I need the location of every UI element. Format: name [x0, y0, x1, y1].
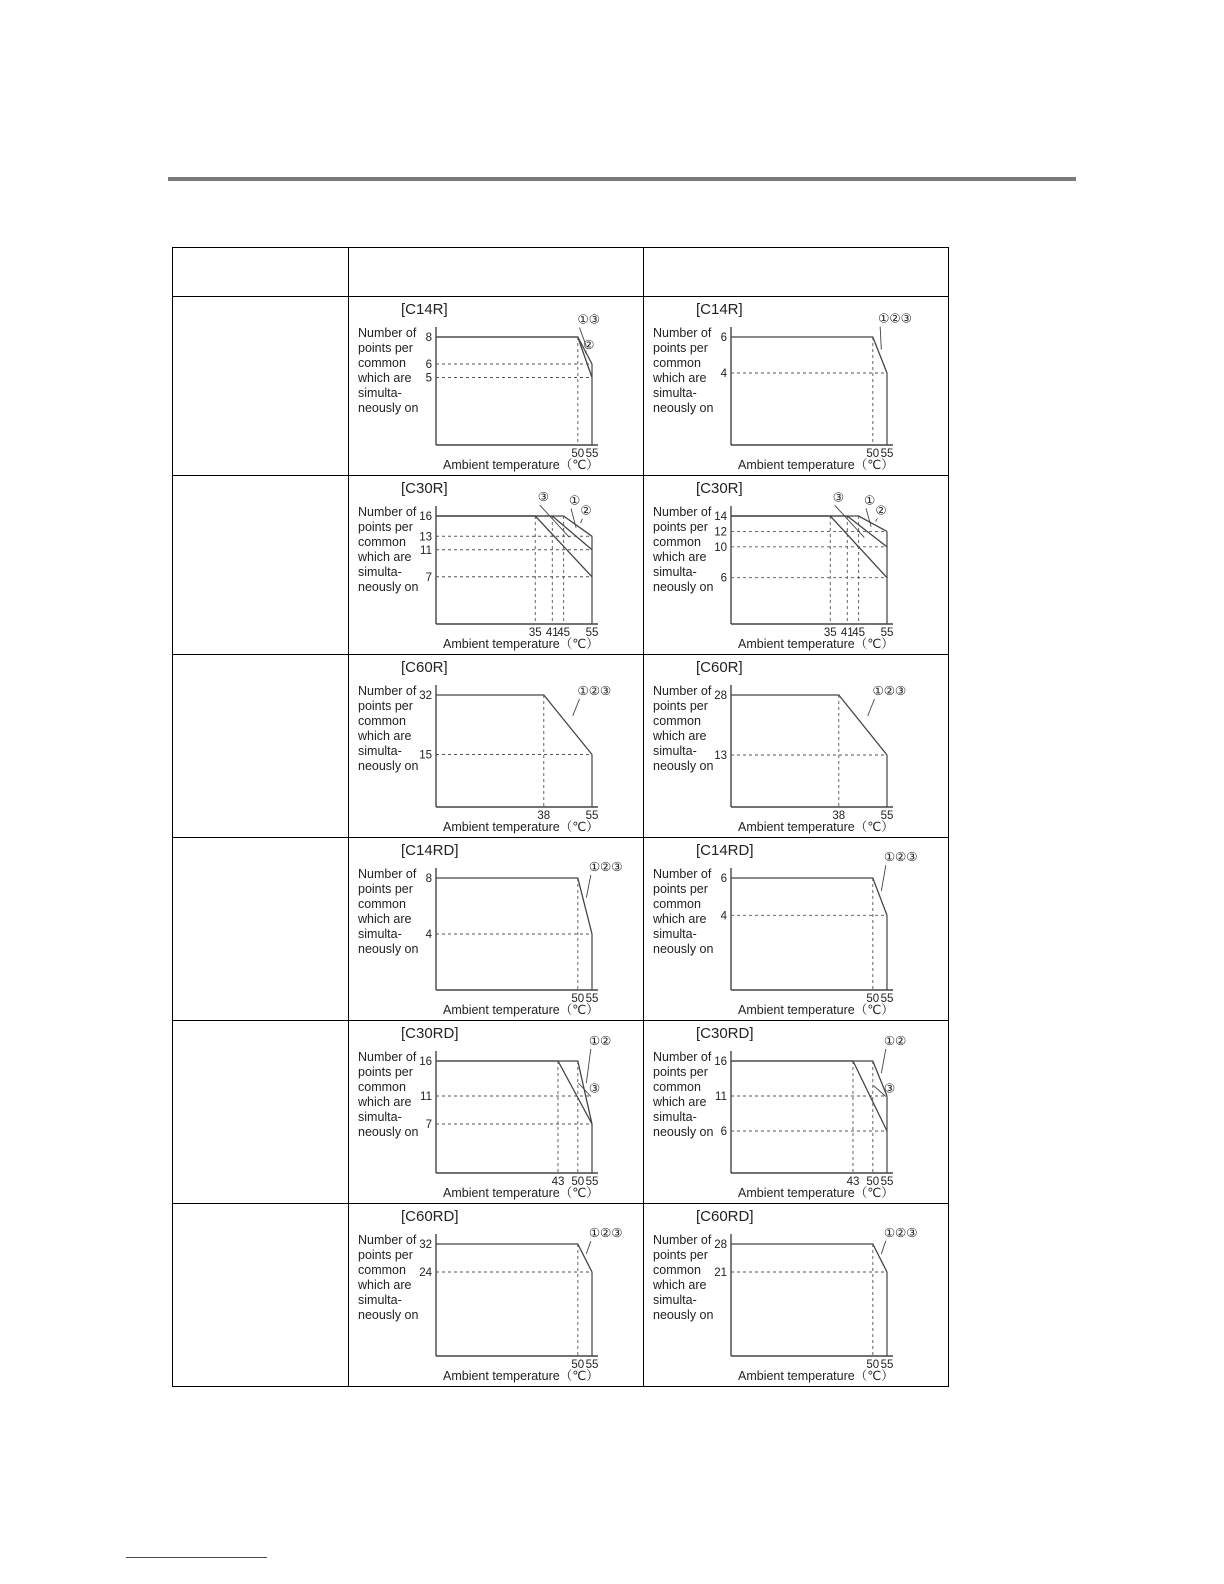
- table-row: [173, 297, 949, 476]
- y-axis-label-line: which are: [358, 1095, 412, 1109]
- series-leader-line: [573, 699, 580, 716]
- series-line: [731, 695, 887, 755]
- y-axis-label-line: Number of: [358, 867, 417, 881]
- x-tick-label: 50: [571, 448, 585, 460]
- series-line: [731, 1061, 887, 1096]
- series-label: ②: [875, 503, 887, 518]
- y-axis-label-line: which are: [653, 550, 707, 564]
- x-axis-label: Ambient temperature（℃）: [443, 637, 599, 651]
- series-line: [436, 516, 592, 577]
- y-axis-label-line: points per: [653, 520, 708, 534]
- y-axis-label-line: neously on: [653, 759, 714, 773]
- series-label: ①②③: [883, 850, 918, 865]
- y-axis-label-line: points per: [653, 341, 708, 355]
- y-axis-label-line: neously on: [653, 580, 714, 594]
- y-tick-label: 15: [419, 749, 432, 762]
- header-cell-condition-b: [644, 248, 949, 297]
- y-axis-label-line: which are: [653, 729, 707, 743]
- chart-title: [C30RD]: [401, 1025, 459, 1042]
- model-cell: [173, 1204, 349, 1387]
- y-axis-label-line: points per: [358, 882, 413, 896]
- y-axis-label-line: points per: [653, 882, 708, 896]
- x-tick-label: 35: [823, 627, 837, 639]
- y-tick-label: 10: [714, 541, 727, 554]
- y-axis-label-line: points per: [358, 520, 413, 534]
- y-tick-label: 7: [425, 1119, 432, 1131]
- series-label: ①②: [883, 1033, 907, 1048]
- x-tick-label: 55: [880, 627, 894, 639]
- chart-title: [C30R]: [696, 480, 743, 497]
- series-label: ①②③: [588, 860, 623, 874]
- x-tick-label: 55: [585, 448, 599, 460]
- series-line: [731, 878, 887, 915]
- derating-chart: [349, 1021, 643, 1203]
- series-leader-line: [868, 699, 875, 716]
- header-cell-model: [173, 248, 349, 297]
- series-label: ③: [883, 1081, 896, 1096]
- series-label: ①②③: [872, 684, 907, 698]
- chart-cell: [349, 1021, 644, 1204]
- model-cell: [173, 838, 349, 1021]
- y-axis-label-line: simulta-: [653, 927, 697, 941]
- y-axis-label-line: which are: [653, 1278, 707, 1292]
- chart-title: [C30RD]: [696, 1025, 754, 1042]
- y-axis-label-line: which are: [653, 371, 707, 385]
- series-label: ①②: [588, 1033, 612, 1048]
- series-leader-line: [581, 519, 583, 523]
- y-axis-label-line: Number of: [358, 1050, 417, 1064]
- chart-cell: [644, 838, 949, 1021]
- x-tick-label: 45: [852, 627, 866, 639]
- series-line: [436, 878, 592, 934]
- table-row: [173, 1021, 949, 1204]
- x-axis-label: Ambient temperature（℃）: [443, 458, 599, 472]
- series-label: ③: [832, 490, 845, 505]
- y-axis-label-line: which are: [653, 912, 707, 926]
- footer-link-underline[interactable]: [126, 1557, 267, 1558]
- x-axis-label: Ambient temperature（℃）: [738, 637, 894, 651]
- series-label: ②: [583, 338, 595, 353]
- y-axis-label-line: simulta-: [653, 1110, 697, 1124]
- y-axis-label-line: points per: [653, 1248, 708, 1262]
- chart-title: [C14RD]: [696, 842, 754, 859]
- y-axis-label-line: simulta-: [653, 1293, 697, 1307]
- header-cell-condition-a: [349, 248, 644, 297]
- y-axis-label-line: common: [653, 1263, 701, 1277]
- y-axis-label-line: simulta-: [358, 927, 402, 941]
- y-tick-label: 4: [720, 368, 727, 380]
- derating-table: [172, 247, 949, 1387]
- series-leader-line: [881, 1241, 886, 1254]
- y-axis-label-line: which are: [358, 371, 412, 385]
- y-axis-label-line: common: [653, 897, 701, 911]
- x-axis-label: Ambient temperature（℃）: [443, 820, 599, 834]
- series-label: ①②③: [878, 311, 912, 326]
- derating-chart: [349, 838, 643, 1020]
- table-row: [173, 1204, 949, 1387]
- y-axis-label-line: common: [358, 1080, 406, 1094]
- y-axis-label-line: common: [358, 356, 406, 370]
- y-tick-label: 11: [420, 544, 432, 557]
- y-axis-label-line: Number of: [653, 684, 712, 698]
- y-axis-label-line: simulta-: [653, 386, 697, 400]
- y-axis-label-line: common: [358, 714, 406, 728]
- y-tick-label: 12: [714, 526, 727, 539]
- y-tick-label: 8: [425, 332, 432, 344]
- chart-title: [C14RD]: [401, 842, 459, 859]
- derating-chart: [349, 655, 643, 837]
- y-axis-label-line: points per: [653, 1065, 708, 1079]
- table-row: [173, 476, 949, 655]
- series-label: ③: [537, 490, 550, 505]
- x-tick-label: 50: [571, 1176, 585, 1188]
- x-tick-label: 55: [585, 1176, 599, 1188]
- x-tick-label: 50: [866, 448, 880, 460]
- x-axis-label: Ambient temperature（℃）: [738, 1186, 894, 1200]
- derating-chart: [349, 1204, 643, 1386]
- x-axis-label: Ambient temperature（℃）: [443, 1369, 599, 1383]
- x-tick-label: 41: [545, 627, 559, 639]
- series-leader-line: [881, 1049, 886, 1073]
- chart-title: [C60RD]: [696, 1208, 754, 1225]
- y-axis-label-line: common: [358, 535, 406, 549]
- derating-chart: [644, 838, 948, 1020]
- series-label: ①②③: [577, 684, 612, 698]
- x-tick-label: 41: [840, 627, 854, 639]
- x-tick-label: 55: [880, 1359, 894, 1371]
- chart-cell: [349, 476, 644, 655]
- series-line: [436, 337, 595, 378]
- y-tick-label: 14: [714, 511, 727, 523]
- y-axis-label-line: Number of: [358, 1233, 417, 1247]
- y-tick-label: 28: [714, 690, 727, 702]
- y-axis-label-line: simulta-: [358, 1110, 402, 1124]
- chart-cell: [644, 1204, 949, 1387]
- y-tick-label: 13: [714, 750, 727, 762]
- series-label: ①②③: [588, 1226, 623, 1240]
- y-axis-label-line: neously on: [653, 1308, 714, 1322]
- y-axis-label-line: Number of: [358, 326, 417, 340]
- series-label: ②: [580, 503, 592, 518]
- y-tick-label: 6: [720, 1126, 727, 1138]
- y-axis-label-line: common: [653, 535, 701, 549]
- series-leader-line: [586, 875, 591, 898]
- y-axis-label-line: Number of: [653, 1233, 712, 1247]
- chart-cell: [349, 655, 644, 838]
- y-tick-label: 4: [425, 929, 432, 941]
- y-axis-label-line: Number of: [653, 326, 712, 340]
- y-axis-label-line: which are: [358, 550, 412, 564]
- x-tick-label: 43: [846, 1176, 860, 1188]
- series-label: ①③: [577, 312, 600, 327]
- y-tick-label: 16: [419, 511, 432, 523]
- x-tick-label: 50: [571, 993, 585, 1005]
- series-label: ③: [588, 1081, 601, 1096]
- series-leader-line: [876, 518, 878, 521]
- model-cell: [173, 655, 349, 838]
- x-axis-label: Ambient temperature（℃）: [443, 1186, 599, 1200]
- x-axis-label: Ambient temperature（℃）: [738, 820, 894, 834]
- table-row: [173, 655, 949, 838]
- x-tick-label: 43: [551, 1176, 565, 1188]
- y-axis-label-line: neously on: [653, 401, 714, 415]
- y-axis-label-line: simulta-: [358, 1293, 402, 1307]
- y-axis-label-line: neously on: [358, 942, 419, 956]
- y-tick-label: 16: [714, 1056, 727, 1068]
- y-tick-label: 5: [425, 372, 432, 385]
- chart-title: [C14R]: [401, 301, 448, 318]
- y-tick-label: 24: [419, 1267, 432, 1279]
- y-tick-label: 6: [720, 572, 727, 585]
- x-tick-label: 35: [528, 627, 542, 639]
- y-axis-label-line: neously on: [358, 1125, 419, 1139]
- y-tick-label: 28: [714, 1239, 727, 1251]
- x-tick-label: 55: [585, 810, 599, 822]
- y-axis-label-line: common: [653, 1080, 701, 1094]
- x-tick-label: 45: [557, 627, 571, 639]
- y-tick-label: 21: [714, 1267, 727, 1279]
- y-axis-label-line: neously on: [358, 759, 419, 773]
- x-tick-label: 38: [537, 810, 551, 822]
- y-tick-label: 16: [419, 1056, 432, 1068]
- derating-chart: [644, 476, 948, 654]
- x-tick-label: 55: [585, 1359, 599, 1371]
- series-leader-line: [540, 505, 570, 537]
- y-axis-label-line: neously on: [653, 942, 714, 956]
- y-axis-label-line: neously on: [653, 1125, 714, 1139]
- section-rule: [168, 177, 1076, 181]
- series-line: [436, 516, 592, 550]
- y-axis-label-line: Number of: [358, 505, 417, 519]
- y-axis-label-line: simulta-: [358, 744, 402, 758]
- y-tick-label: 32: [419, 1239, 432, 1251]
- series-line: [436, 1244, 592, 1272]
- y-axis-label-line: common: [358, 1263, 406, 1277]
- chart-cell: [644, 655, 949, 838]
- y-axis-label-line: simulta-: [358, 565, 402, 579]
- y-axis-label-line: points per: [358, 1248, 413, 1262]
- y-tick-label: 11: [420, 1091, 432, 1103]
- y-tick-label: 32: [419, 690, 432, 702]
- x-axis-label: Ambient temperature（℃）: [738, 1369, 894, 1383]
- series-label: ①: [863, 493, 876, 508]
- derating-chart: [644, 1204, 948, 1386]
- y-tick-label: 13: [419, 531, 432, 544]
- chart-title: [C60RD]: [401, 1208, 459, 1225]
- y-axis-label-line: Number of: [653, 505, 712, 519]
- y-tick-label: 4: [720, 910, 727, 923]
- chart-cell: [644, 1021, 949, 1204]
- y-axis-label-line: points per: [358, 699, 413, 713]
- y-tick-label: 11: [715, 1091, 727, 1103]
- series-leader-line: [881, 865, 886, 891]
- chart-cell: [644, 476, 949, 655]
- x-tick-label: 50: [866, 1359, 880, 1371]
- y-axis-label-line: common: [358, 897, 406, 911]
- y-axis-label-line: Number of: [653, 867, 712, 881]
- y-tick-label: 6: [720, 873, 727, 885]
- x-tick-label: 55: [880, 810, 894, 822]
- y-axis-label-line: neously on: [358, 401, 419, 415]
- x-tick-label: 50: [866, 993, 880, 1005]
- derating-chart: [349, 476, 643, 654]
- y-axis-label-line: which are: [653, 1095, 707, 1109]
- x-tick-label: 55: [880, 993, 894, 1005]
- chart-title: [C60R]: [401, 659, 448, 676]
- series-line: [731, 1244, 887, 1272]
- y-axis-label-line: common: [653, 714, 701, 728]
- model-cell: [173, 297, 349, 476]
- series-line: [436, 337, 595, 364]
- y-axis-label-line: simulta-: [653, 744, 697, 758]
- y-axis-label-line: neously on: [358, 580, 419, 594]
- y-axis-label-line: Number of: [653, 1050, 712, 1064]
- chart-cell: [349, 297, 644, 476]
- series-line: [436, 695, 592, 755]
- x-axis-label: Ambient temperature（℃）: [738, 1003, 894, 1017]
- x-tick-label: 55: [880, 448, 894, 460]
- model-cell: [173, 476, 349, 655]
- series-leader-line: [880, 327, 881, 350]
- series-leader-line: [586, 1241, 591, 1254]
- table-header-row: [173, 248, 949, 297]
- series-line: [436, 1061, 592, 1124]
- series-line: [436, 1061, 592, 1124]
- series-label: ①: [568, 493, 581, 508]
- y-tick-label: 6: [720, 332, 727, 344]
- y-axis-label-line: which are: [358, 912, 412, 926]
- chart-cell: [644, 297, 949, 476]
- derating-chart: [644, 1021, 948, 1203]
- y-tick-label: 6: [425, 359, 432, 371]
- chart-cell: [349, 1204, 644, 1387]
- y-axis-label-line: points per: [653, 699, 708, 713]
- y-axis-label-line: which are: [358, 1278, 412, 1292]
- chart-title: [C30R]: [401, 480, 448, 497]
- series-line: [731, 337, 887, 373]
- x-tick-label: 50: [571, 1359, 585, 1371]
- y-tick-label: 8: [425, 873, 432, 885]
- y-tick-label: 7: [425, 571, 432, 584]
- y-axis-label-line: Number of: [358, 684, 417, 698]
- series-leader-line: [586, 1049, 591, 1083]
- table-row: [173, 838, 949, 1021]
- y-axis-label-line: which are: [358, 729, 412, 743]
- x-axis-label: Ambient temperature（℃）: [443, 1003, 599, 1017]
- y-axis-label-line: simulta-: [358, 386, 402, 400]
- x-tick-label: 55: [585, 627, 599, 639]
- x-tick-label: 55: [585, 993, 599, 1005]
- derating-chart: [644, 297, 948, 475]
- x-tick-label: 55: [880, 1176, 894, 1188]
- derating-chart: [349, 297, 643, 475]
- y-axis-label-line: simulta-: [653, 565, 697, 579]
- model-cell: [173, 1021, 349, 1204]
- x-tick-label: 38: [832, 810, 846, 822]
- series-leader-line: [835, 505, 865, 537]
- series-line: [436, 516, 592, 536]
- series-leader-line: [866, 508, 871, 526]
- x-tick-label: 50: [866, 1176, 880, 1188]
- x-axis-label: Ambient temperature（℃）: [738, 458, 894, 472]
- y-axis-label-line: points per: [358, 1065, 413, 1079]
- series-label: ①②③: [883, 1225, 918, 1240]
- y-axis-label-line: common: [653, 356, 701, 370]
- chart-cell: [349, 838, 644, 1021]
- chart-title: [C14R]: [696, 301, 743, 318]
- y-axis-label-line: points per: [358, 341, 413, 355]
- derating-chart: [644, 655, 948, 837]
- y-axis-label-line: neously on: [358, 1308, 419, 1322]
- chart-title: [C60R]: [696, 659, 743, 676]
